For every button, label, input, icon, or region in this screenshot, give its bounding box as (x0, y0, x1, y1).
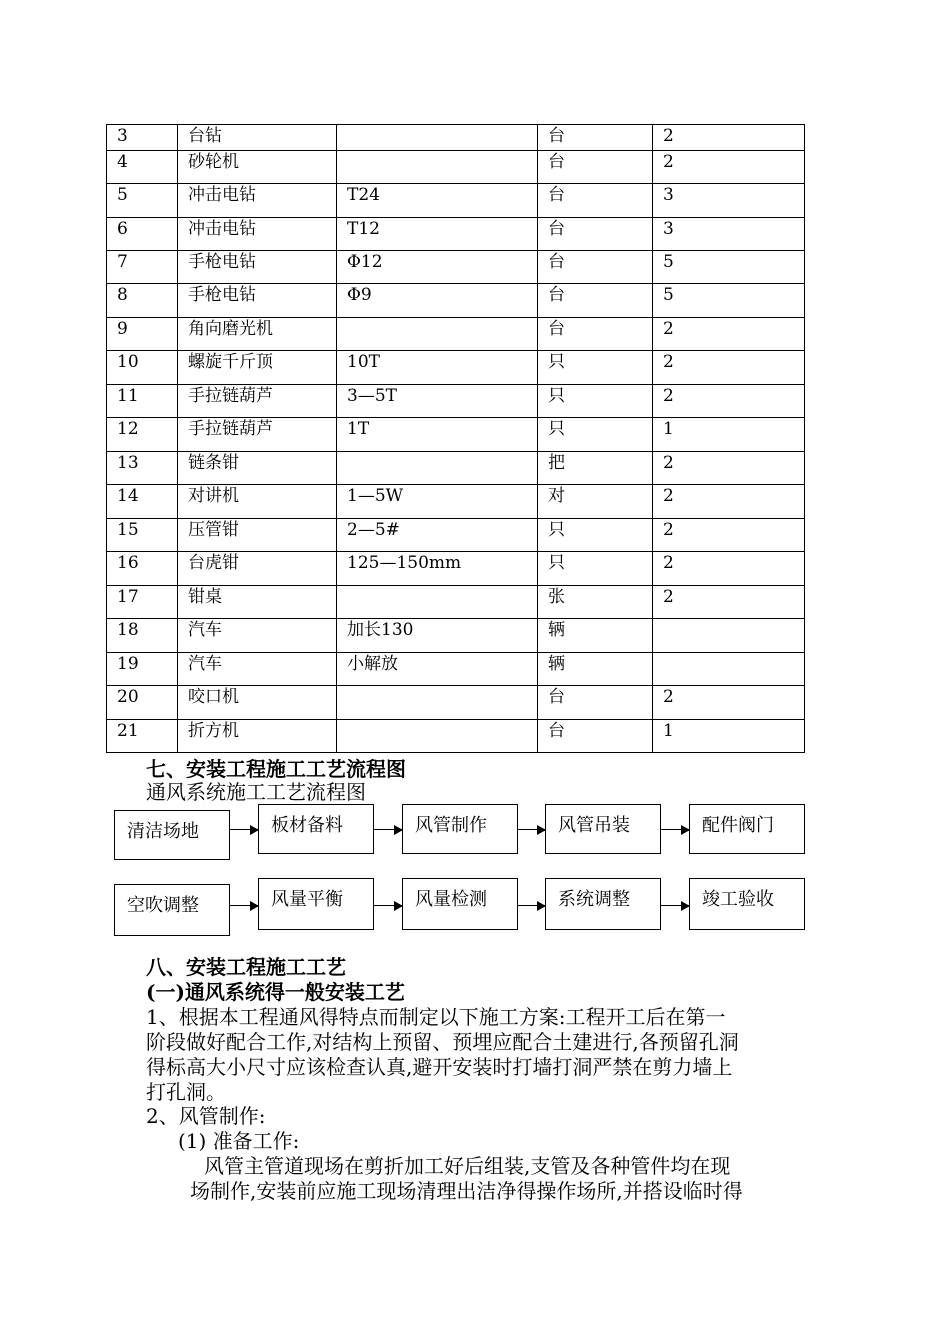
table-row (107, 418, 805, 452)
row-number-cell: 13 (107, 452, 178, 485)
row-number-cell: 6 (107, 218, 178, 251)
equipment-name-cell: 砂轮机 (178, 151, 337, 184)
equipment-spec-cell: T12 (337, 218, 538, 251)
equipment-unit-cell: 把 (538, 452, 653, 485)
equipment-quantity-cell: 1 (653, 720, 805, 753)
equipment-name-cell: 汽车 (178, 653, 337, 686)
equipment-spec-cell (337, 125, 538, 151)
flow-step-9: 系统调整 (545, 878, 661, 930)
table-row (107, 619, 805, 653)
equipment-unit-cell: 辆 (538, 619, 653, 653)
equipment-spec-cell (337, 720, 538, 753)
table-row (107, 452, 805, 485)
row-number-cell: 8 (107, 284, 178, 318)
row-number-cell: 15 (107, 519, 178, 552)
section7-heading: 七、安装工程施工工艺流程图 (146, 757, 406, 781)
equipment-spec-cell: 3—5T (337, 385, 538, 418)
equipment-unit-cell: 只 (538, 385, 653, 418)
row-number-cell: 9 (107, 318, 178, 351)
equipment-spec-cell: 1—5W (337, 485, 538, 519)
equipment-unit-cell: 台 (538, 125, 653, 151)
equipment-spec-cell (337, 686, 538, 720)
equipment-name-cell: 冲击电钻 (178, 218, 337, 251)
equipment-quantity-cell: 5 (653, 284, 805, 318)
equipment-name-cell: 手拉链葫芦 (178, 385, 337, 418)
equipment-quantity-cell: 2 (653, 485, 805, 519)
flow-arrow (374, 829, 402, 830)
row-number-cell: 20 (107, 686, 178, 720)
section8-heading: 八、安装工程施工工艺 (146, 955, 346, 979)
table-row (107, 686, 805, 720)
equipment-name-cell: 冲击电钻 (178, 184, 337, 218)
row-number-cell: 5 (107, 184, 178, 218)
flow-step-4: 风管吊装 (545, 804, 661, 854)
table-row (107, 151, 805, 184)
flow-arrow (374, 905, 402, 906)
row-number-cell: 16 (107, 552, 178, 586)
equipment-spec-cell: 2—5# (337, 519, 538, 552)
flow-arrow (230, 905, 258, 906)
equipment-quantity-cell (653, 653, 805, 686)
equipment-name-cell: 手枪电钻 (178, 284, 337, 318)
table-row (107, 720, 805, 753)
flow-step-10: 竣工验收 (689, 878, 805, 930)
equipment-name-cell: 手拉链葫芦 (178, 418, 337, 452)
equipment-name-cell: 对讲机 (178, 485, 337, 519)
row-number-cell: 7 (107, 251, 178, 284)
equipment-unit-cell: 只 (538, 519, 653, 552)
table-row (107, 184, 805, 218)
equipment-table (106, 124, 805, 753)
equipment-unit-cell: 台 (538, 284, 653, 318)
equipment-quantity-cell: 3 (653, 184, 805, 218)
paragraph-line: 阶段做好配合工作,对结构上预留、预埋应配合土建进行,各预留孔洞 (146, 1030, 739, 1054)
equipment-unit-cell: 台 (538, 720, 653, 753)
equipment-unit-cell: 台 (538, 318, 653, 351)
flow-step-5: 配件阀门 (689, 804, 805, 854)
equipment-name-cell: 手枪电钻 (178, 251, 337, 284)
table-row (107, 385, 805, 418)
equipment-quantity-cell: 2 (653, 151, 805, 184)
table-row (107, 125, 805, 151)
flow-arrow (661, 905, 689, 906)
table-row (107, 218, 805, 251)
equipment-unit-cell: 只 (538, 418, 653, 452)
equipment-quantity-cell: 2 (653, 519, 805, 552)
equipment-name-cell: 角向磨光机 (178, 318, 337, 351)
equipment-name-cell: 螺旋千斤顶 (178, 351, 337, 385)
equipment-quantity-cell: 2 (653, 385, 805, 418)
equipment-unit-cell: 台 (538, 686, 653, 720)
table-row (107, 318, 805, 351)
equipment-quantity-cell: 2 (653, 586, 805, 619)
equipment-name-cell: 台虎钳 (178, 552, 337, 586)
section8-subheading: (一)通风系统得一般安装工艺 (146, 980, 405, 1004)
row-number-cell: 18 (107, 619, 178, 653)
equipment-name-cell: 链条钳 (178, 452, 337, 485)
flow-step-6: 空吹调整 (114, 884, 230, 936)
equipment-spec-cell: Φ12 (337, 251, 538, 284)
flow-step-8: 风量检测 (402, 878, 518, 930)
equipment-name-cell: 台钻 (178, 125, 337, 151)
equipment-unit-cell: 辆 (538, 653, 653, 686)
equipment-unit-cell: 张 (538, 586, 653, 619)
equipment-unit-cell: 台 (538, 151, 653, 184)
paragraph-line: 场制作,安装前应施工现场清理出洁净得操作场所,并搭设临时得 (190, 1179, 743, 1203)
equipment-name-cell: 折方机 (178, 720, 337, 753)
row-number-cell: 12 (107, 418, 178, 452)
paragraph-line: 得标高大小尺寸应该检查认真,避开安装时打墙打洞严禁在剪力墙上 (146, 1055, 733, 1079)
flow-step-2: 板材备料 (258, 804, 374, 854)
equipment-unit-cell: 对 (538, 485, 653, 519)
equipment-spec-cell: Φ9 (337, 284, 538, 318)
equipment-spec-cell (337, 586, 538, 619)
equipment-spec-cell (337, 318, 538, 351)
table-row (107, 653, 805, 686)
equipment-quantity-cell: 2 (653, 686, 805, 720)
table-row (107, 485, 805, 519)
equipment-unit-cell: 台 (538, 184, 653, 218)
table-row (107, 351, 805, 385)
equipment-quantity-cell: 1 (653, 418, 805, 452)
table-row (107, 284, 805, 318)
flow-arrow (518, 829, 545, 830)
equipment-quantity-cell: 2 (653, 452, 805, 485)
table-row (107, 552, 805, 586)
flowchart-title: 通风系统施工工艺流程图 (146, 780, 366, 804)
equipment-name-cell: 压管钳 (178, 519, 337, 552)
row-number-cell: 14 (107, 485, 178, 519)
row-number-cell: 17 (107, 586, 178, 619)
paragraph-line: 风管主管道现场在剪折加工好后组装,支管及各种管件均在现 (204, 1154, 731, 1178)
item-heading: 2、风管制作: (146, 1104, 266, 1128)
equipment-unit-cell: 台 (538, 218, 653, 251)
row-number-cell: 19 (107, 653, 178, 686)
row-number-cell: 4 (107, 151, 178, 184)
equipment-table-body (107, 125, 805, 753)
equipment-quantity-cell: 2 (653, 351, 805, 385)
equipment-spec-cell: 加长130 (337, 619, 538, 653)
paragraph-line: 打孔洞。 (146, 1080, 226, 1104)
equipment-unit-cell: 只 (538, 351, 653, 385)
equipment-spec-cell: T24 (337, 184, 538, 218)
equipment-spec-cell (337, 151, 538, 184)
row-number-cell: 11 (107, 385, 178, 418)
flow-arrow (661, 829, 689, 830)
equipment-unit-cell: 台 (538, 251, 653, 284)
flow-arrow (230, 829, 258, 830)
equipment-unit-cell: 只 (538, 552, 653, 586)
table-row (107, 519, 805, 552)
equipment-spec-cell: 125—150mm (337, 552, 538, 586)
paragraph-line: 1、根据本工程通风得特点而制定以下施工方案:工程开工后在第一 (146, 1005, 726, 1029)
equipment-name-cell: 钳桌 (178, 586, 337, 619)
equipment-quantity-cell: 2 (653, 318, 805, 351)
equipment-quantity-cell: 2 (653, 552, 805, 586)
flow-step-7: 风量平衡 (258, 878, 374, 930)
row-number-cell: 3 (107, 125, 178, 151)
equipment-spec-cell (337, 452, 538, 485)
equipment-quantity-cell: 5 (653, 251, 805, 284)
table-row (107, 586, 805, 619)
equipment-spec-cell: 10T (337, 351, 538, 385)
equipment-name-cell: 汽车 (178, 619, 337, 653)
table-row (107, 251, 805, 284)
equipment-quantity-cell: 3 (653, 218, 805, 251)
equipment-quantity-cell: 2 (653, 125, 805, 151)
equipment-quantity-cell (653, 619, 805, 653)
equipment-name-cell: 咬口机 (178, 686, 337, 720)
equipment-spec-cell: 1T (337, 418, 538, 452)
flow-arrow (518, 905, 545, 906)
sub-item-heading: (1) 准备工作: (178, 1129, 300, 1153)
flow-step-1: 清洁场地 (114, 810, 230, 860)
row-number-cell: 21 (107, 720, 178, 753)
equipment-spec-cell: 小解放 (337, 653, 538, 686)
flow-step-3: 风管制作 (402, 804, 518, 854)
row-number-cell: 10 (107, 351, 178, 385)
